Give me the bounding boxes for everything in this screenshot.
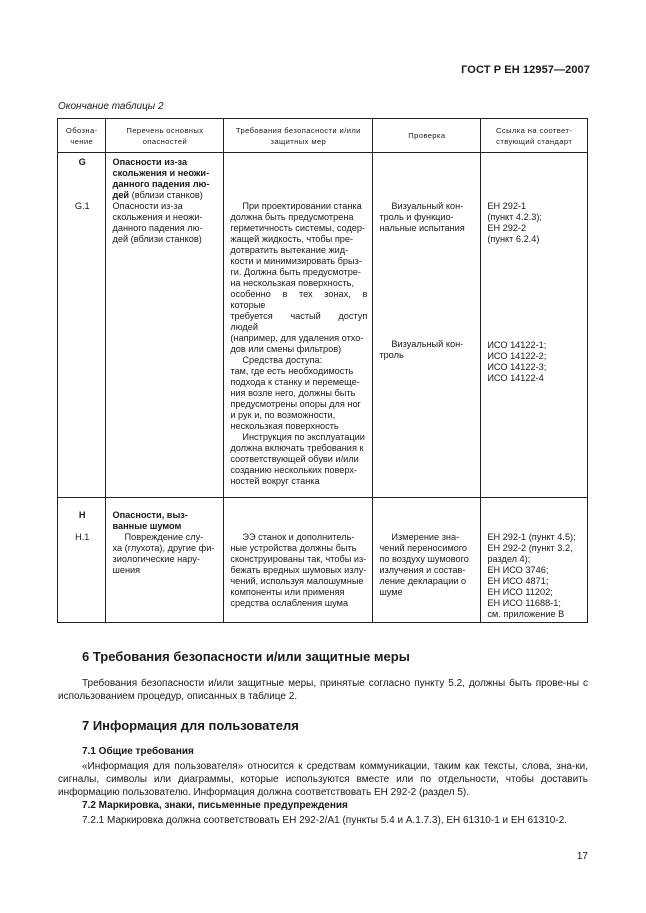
section-6-heading: 6 Требования безопасности и/или защитные меры — [82, 649, 410, 664]
col-header-verification: Проверка — [373, 119, 481, 153]
reference-g1-en292: ЕН 292-1 (пункт 4.2.3); ЕН 292-2 (пункт 6.2.4) — [487, 201, 542, 244]
table-caption: Окончание таблицы 2 — [58, 101, 164, 112]
verification-g1-visual: Визуальный кон- троль — [379, 339, 464, 360]
section-code-g: G — [78, 157, 86, 167]
verification-h1-noise-measurement: Измерение зна- чений переносимого по воздуху шумового излучения и состав- ление декларации о шуме — [379, 532, 469, 597]
requirement-g1-instructions: Инструкция по эксплуатации должна включать требования к соответствующей обуви и/или созданию нескольких поверх- ностей вокруг станка — [230, 432, 365, 486]
section-code-h: H — [78, 510, 86, 520]
cell-code-h — [58, 498, 106, 623]
section-title-h: Опасности, выз- ванные шумом — [112, 510, 188, 531]
section-7-2-1-text: 7.2.1 Маркировка должна соответствовать ЕН 292-2/А1 (пункты 5.4 и А.1.7.3), ЕН 61310-1 и ЕН 61310-2. — [82, 815, 568, 826]
section-6-text: Требования безопасности и/или защитные меры, принятые согласно пункту 5.2, должны быть прове-ны с использованием процедур, описанных в таблице 2. — [58, 678, 588, 702]
requirement-g1-access: Средства доступа: там, где есть необходимость подхода к станку и перемеще- ния возле него, должны быть предусмотрены опоры для ног и рук и, по возможности, нескользкая поверхность — [230, 355, 361, 431]
cell-verification-g — [373, 153, 481, 498]
table-row-h — [58, 498, 588, 623]
section-7-heading: 7 Информация для пользователя — [82, 718, 299, 733]
col-header-reference: Ссылка на соответ- ствующий стандарт — [481, 119, 588, 153]
hazard-text-g1: Опасности из-за скольжения и неожи- данного падения лю- дей (вблизи станков) — [112, 201, 203, 244]
cell-reference-g — [481, 153, 588, 498]
section-title-g: Опасности из-за скольжения и неожи- данного падения лю- дей (вблизи станков) — [112, 157, 210, 200]
verification-g1-visual-functional: Визуальный кон- троль и функцио- нальные испытания — [379, 201, 465, 233]
cell-requirements-g — [224, 153, 373, 498]
hazard-text-h1: Повреждение слу- ха (глухота), другие фи- зиологические нару- шения — [112, 532, 215, 575]
row-code-g1: G.1 — [74, 201, 90, 211]
cell-verification-h — [373, 498, 481, 623]
cell-hazard-g — [106, 153, 224, 498]
table-header-row — [58, 119, 588, 153]
reference-h1-standards: ЕН 292-1 (пункт 4.5); ЕН 292-2 (пункт 3.2, раздел 4); ЕН ИСО 3746; ЕН ИСО 4871; ЕН ИСО 11202; ЕН ИСО 11688-1; см. приложение В — [487, 532, 576, 619]
cell-code-g — [58, 153, 106, 498]
section-7-1-heading: 7.1 Общие требования — [82, 746, 194, 757]
col-header-code: Обозна- чение — [58, 119, 106, 153]
row-code-h1: H.1 — [75, 532, 90, 542]
section-7-2-heading: 7.2 Маркировка, знаки, письменные предупреждения — [82, 800, 348, 811]
document-id: ГОСТ Р ЕН 12957—2007 — [461, 64, 590, 76]
cell-requirements-h — [224, 498, 373, 623]
requirement-h1-noise: ЭЭ станок и дополнитель- ные устройства должны быть сконструированы так, чтобы из- бежать вредных шумовых излу- чений, используя малошумные компоненты или применяя средства ослабления шума — [230, 532, 367, 608]
section-7-1-text: «Информация для пользователя» относится к средствам коммуникации, таким как тексты, слова, зна-ки, сигналы, символы или диаграммы, которые используются вместе или по отдельности, чтобы доставить информацию пользователю. Информация должна соответствовать ЕН 292-2 (раздел 5). — [58, 761, 588, 798]
cell-reference-h — [481, 498, 588, 623]
table-row-g — [58, 153, 588, 498]
col-header-hazards: Перечень основных опасностей — [106, 119, 224, 153]
hazard-table — [57, 118, 588, 623]
requirement-g1-sealing: При проектировании станка должна быть предусмотрена герметичность системы, содер- жащей жидкость, чтобы пре- дотвратить вытекание жид- кости и минимизировать брыз- ги. Должна быть предусмотре- на нескользкая поверхность, особенно в тех зонах, в которые требуется частый доступ людей (например, для удаления отхо- дов или смены фильтров) — [230, 201, 368, 354]
cell-hazard-h — [106, 498, 224, 623]
col-header-requirements: Требования безопасности и/или защитных мер — [224, 119, 373, 153]
reference-g1-iso14122: ИСО 14122-1; ИСО 14122-2; ИСО 14122-3; ИСО 14122-4 — [487, 340, 547, 383]
page-number: 17 — [576, 851, 588, 862]
